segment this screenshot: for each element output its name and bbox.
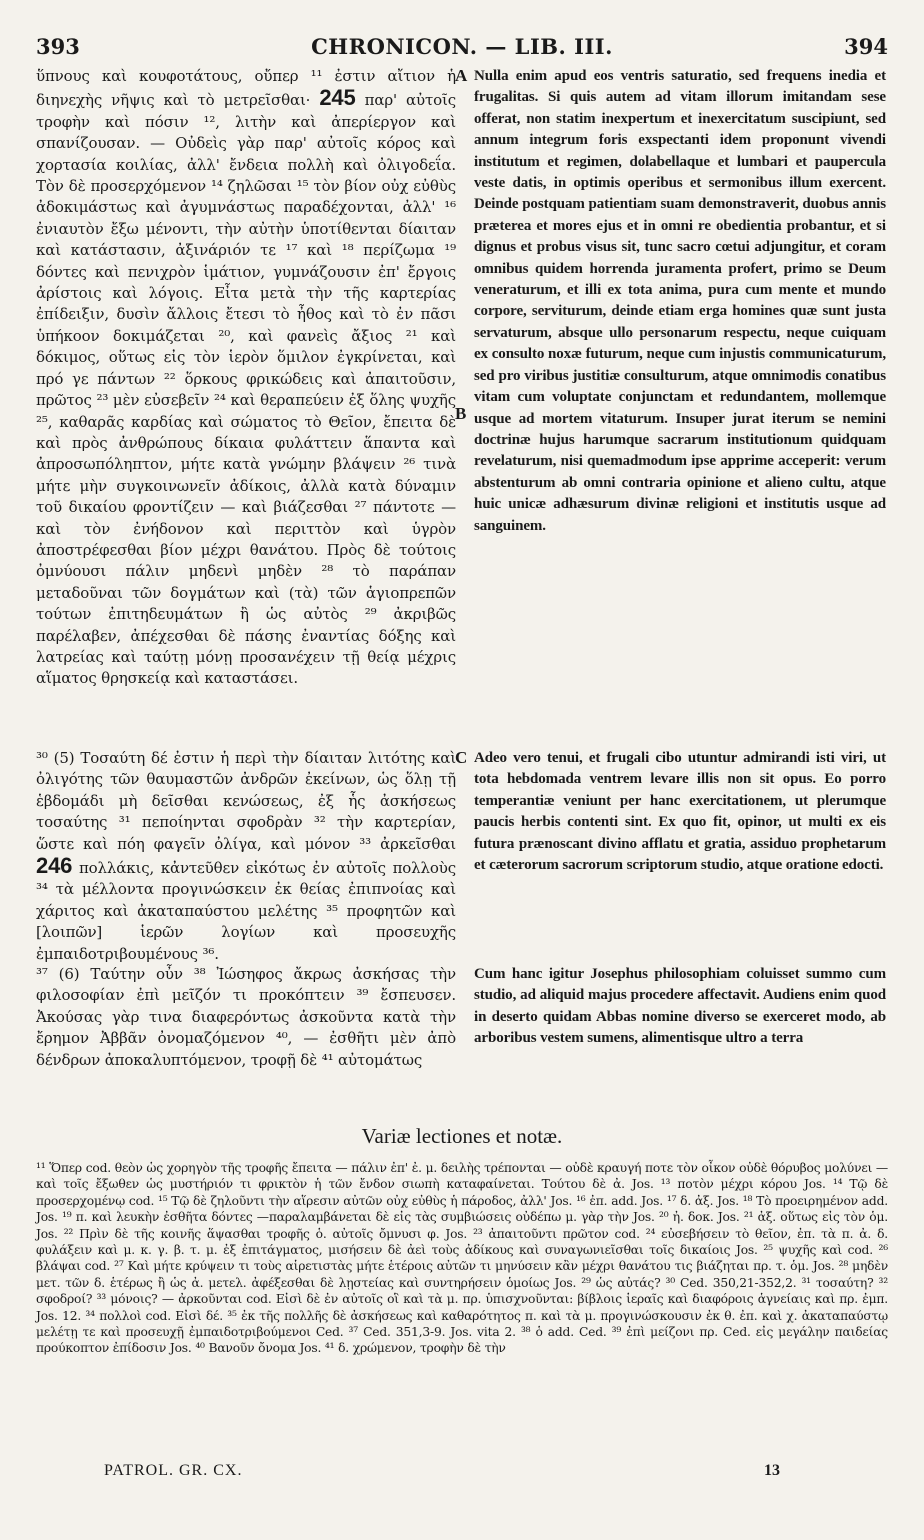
greek-text-2b: πολλάκις, κἀντεῦθεν εἰκότως ἐν αὐτοῖς πολλοὺς ³⁴ τὰ μέλλοντα προγινώσκειν ἐκ θείας ἐπιπνοίας καὶ χάριτος καὶ ἀκαταπαύστου μελέτης ³⁵ προφητῶν καὶ [λοιπῶν] ἱερῶν λογίων καὶ προσευχῆς ἐμπαιδοτριβουμένους ³⁶. [36, 859, 457, 963]
footer-signature: PATROL. GR. CX. [104, 1462, 243, 1479]
page-number-right: 394 [844, 34, 888, 59]
column-number-245: 245 [319, 85, 356, 111]
greek-paragraph-3: ³⁷ (6) Ταύτην οὖν ³⁸ Ἰώσηφος ἄκρως ἀσκήσας τὴν φιλοσοφίαν ἐπὶ μεῖζόν τι προκόπτειν ³⁹ ἔσπευσεν. Ἀκούσας γὰρ τινα διαφερόντως ἀσκοῦντα κατὰ τὴν ἔρημον Ἀββᾶν ὀνομαζόμενον ⁴⁰, — ἐσθῆτι μὲν ἀπὸ δένδρων ἀποκαλυπτόμενον, τροφῇ δὲ ⁴¹ αὐτομάτως [36, 965, 456, 1069]
latin-paragraph-3: Cum hanc igitur Josephus philosophiam coluisset summo cum studio, ad aliquid majus procedere affectavit. Audiens enim quod in deserto quidam Abbas nomine diverso se exerceret modo, ab arboribus vestem sumens, alimentisque ultro a terra [474, 966, 886, 1047]
greek-text-1b: παρ' αὐτοῖς τροφὴν καὶ πόσιν ¹², λιτὴν καὶ ἀπερίεργον καὶ σπανίζουσαν. — Οὐδεὶς γὰρ παρ' αὐτοῖς κόρος καὶ χορτασία κοιλίας, ἀλλ' ἔνδεια πολλὴ καὶ ὀλιγοδεΐα. Τὸν δὲ προσερχόμενον ¹⁴ ζηλῶσαι ¹⁵ τὸν βίον οὐχ εὐθὺς ἀδοκιμάστως καὶ ἀγυμνάστως παραδέχονται, ἀλλ' ¹⁶ ἐνιαυτὸν ἔξω μένοντι, τὴν αὐτὴν ὑποτίθενται δίαιταν καὶ κατάστασιν, ἀξινάριόν τε ¹⁷ καὶ ¹⁸ περίζωμα ¹⁹ δόντες καὶ πενιχρὸν ἱμάτιον, γυμνάζουσιν ἐπ' ἔργοις ἀρίστοις καὶ λόγοις. Εἶτα μετὰ τὴν τῆς καρτερίας ἐπίδειξιν, δυσὶν ἄλλοις ἔτεσι τὸ ἦθος καὶ τὸ ἐν πᾶσι ὑπήκοον δοκιμάζεται ²⁰, καὶ φανεὶς ἄξιος ²¹ καὶ δόκιμος, οὕτως εἰς τὸν ἱερὸν ὅμιλον ἐγκρίνεται, καὶ πρό γε πάντων ²² ὅρκους φρικώδεις καὶ ἀπαιτοῦσιν, πρῶτος ²³ μὲν εὐσεβεῖν ²⁴ καὶ θεραπεύειν ἐξ ὅλης ψυχῆς ²⁵, καθαρᾶς καρδίας καὶ σώματος τὸ Θεῖον, ἔπειτα δὲ καὶ πρὸς ἀνθρώπους δίκαια φυλάττειν ἅπαντα καὶ ἀπροσωπόληπτον, μήτε κατὰ γνώμην βλάψειν ²⁶ τινὰ μήτε μὴν συγκοινωνεῖν ἀδίκοις, ἀλλὰ κατὰ δύναμιν τοῦ δικαίου φροντίζειν — καὶ βιάζεσθαι ²⁷ πάντοτε — καὶ τὸν ἐνήδονον καὶ περιττὸν καὶ ὑγρὸν ἀποστρέφεσθαι βίον μέχρι θανάτου. Πρὸς δὲ τούτοις ὀμνύουσι πάλιν μηδενὶ μηδὲν ²⁸ τὸ παράπαν μεταδοῦναι τῶν δογμάτων καὶ (τὰ) τῶν ἁγιοπρεπῶν τούτων ἐπιτηδευμάτων ἢ ὡς αὐτὸς ²⁹ ἀκριβῶς παρέλαβεν, ἀπέχεσθαι δὲ πάσης ἐναντίας δόξης καὶ λατρείας καὶ ταύτῃ μόνῃ προσανέχειν τῇ θείᾳ μέχρις αἵματος θρησκείᾳ καὶ καταστάσει. [36, 91, 456, 688]
greek-column-section-2 [36, 748, 456, 965]
notes-heading: Variæ lectiones et notæ. [361, 1124, 563, 1148]
latin-column-section-2 [474, 748, 886, 876]
margin-letter-a: A [455, 66, 468, 85]
latin-column-section-3 [474, 964, 886, 1050]
margin-letter-c: C [455, 748, 468, 767]
greek-paragraph-2 [36, 748, 456, 965]
greek-text-2a: ³⁰ (5) Τοσαύτη δέ ἐστιν ἡ περὶ τὴν δίαιταν λιτότης καὶ ὀλιγότης τῶν θαυμαστῶν ἀνδρῶν ἐκείνων, ὡς ὅλῃ τῇ ἑβδομάδι μὴ δεῖσθαι κενώσεως, ἐξ ἧς ἀσκήσεως τοσαύτης ³¹ πεποίηνται σφοδρὰν ³² τὴν καρτερίαν, ὥστε καὶ πόη φαγεῖν ὀλίγα, καὶ μόνον ³³ ἀρκεῖσθαι [36, 749, 456, 853]
greek-column-section-3 [36, 964, 456, 1071]
footer-sheet-number: 13 [764, 1462, 780, 1479]
greek-column-section-1 [36, 66, 456, 690]
running-header [36, 34, 888, 62]
notes-text: ¹¹ Ὅπερ cod. θεὸν ὡς χορηγὸν τῆς τροφῆς ἔπειτα — πάλιν ἐπ' ἐ. μ. δειλὴς τρέπονται — οὐδὲ κραυγή ποτε τὸν οἶκον οὐδὲ θόρυβος μολύνει — καὶ τοῖς ἔξωθεν ὡς μυστήριόν τι φρικτὸν ἡ τῶν ἔνδον σιωπὴ καταφαίνεται. Τούτου δὲ ἀ. Jos. ¹³ ποτὸν μέχρι κόρου Jos. ¹⁴ Τῷ δὲ προσερχομένῳ cod. ¹⁵ Τῷ δὲ ζηλοῦντι τὴν αἵρεσιν αὐτῶν οὐχ εὐθὺς ἡ πάροδος, ἀλλ' Jos. ¹⁶ ἐπ. add. Jos. ¹⁷ δ. ἀξ. Jos. ¹⁸ Τὸ προειρημένον add. Jos. ¹⁹ π. καὶ λευκὴν ἐσθῆτα δόντες —παραλαμβάνεται δὲ εἰς τὰς συμβιώσεις οὐδέπω μ. γὰρ τὴν Jos. ²⁰ ἠ. δοκ. Jos. ²¹ ἀξ. οὕτως εἰς τὸν ὁμ. Jos. ²² Πρὶν δὲ τῆς κοινῆς ἅψασθαι τροφῆς ὁ. αὐτοῖς ὄμνυσι φ. Jos. ²³ ἀπαιτοῦντι πρῶτον cod. ²⁴ εὐσεβήσειν τὸ θεῖον, ἐπ. τὰ π. ἀ. δ. φυλάξειν καὶ μ. κ. γ. β. τ. μ. ἐξ ἐπιτάγματος, μισήσειν δὲ ἀεὶ τοὺς ἀδίκους καὶ συναγωνιεῖσθαι τοῖς δικαίοις Jos. ²⁵ ψυχῆς καὶ cod. ²⁶ βλάψαι cod. ²⁷ Καὶ μήτε κρύψειν τι τοὺς αἱρετιστὰς μήτε ἑτέροις αὐτῶν τι μηνύσειν κἂν μέχρι θανάτου τις βιάζηται πρ. τ. ὁμ. Jos. ²⁸ μηδὲν μετ. τῶν δ. ἑτέρως ἢ ὡς ἀ. μετελ. ἀφέξεσθαι δὲ λῃστείας καὶ συντηρήσειν ὁμοίως Jos. ²⁹ ὡς αὐτάς? ³⁰ Ced. 350,21-352,2. ³¹ τοσαύτη? ³² σφοδροί? ³³ μόνοις? — ἀρκοῦνται cod. Εἰσὶ δὲ ἐν αὐτοῖς οἳ καὶ τὰ μ. πρ. ὑπισχνοῦνται: βίβλοις ἱεραῖς καὶ διαφόροις ἁγνείαις καὶ πρ. ἐμπ. Jos. 12. ³⁴ πολλοὶ cod. Εἰσὶ δέ. ³⁵ ἐκ τῆς πολλῆς δὲ ἀσκήσεως καὶ καθαρότητος π. καὶ τὰ μ. προγινώσκουσιν ἐκ θ. ἐπ. καὶ χ. ἀκαταπαύστῳ μελέτῃ τε καὶ προσευχῇ ἐμπαιδοτριβούμενοι Ced. ³⁷ Ced. 351,3-9. Jos. vita 2. ³⁸ ὁ add. Ced. ³⁹ ἐπὶ μείζονι πρ. Ced. εἰς μεγάλην παιδείας προύκοπτον ἐπίδοσιν Jos. ⁴⁰ Βανοῦν ὄνομα Jos. ⁴¹ δ. χρώμενον, τροφὴν δὲ τὴν [36, 1161, 888, 1356]
running-title: CHRONICON. — LIB. III. [311, 34, 613, 59]
page-number-left: 393 [36, 34, 80, 59]
greek-paragraph-1 [36, 66, 456, 690]
greek-text-1a: ὕπνους καὶ κουφοτάτους, οὔπερ ¹¹ ἐστιν αἴτιον ἡ διηνεχὴς νῆψις καὶ τὸ μετρεῖσθαι· [36, 67, 456, 110]
latin-column-section-1 [474, 66, 886, 537]
latin-paragraph-2: Adeo vero tenui, et frugali cibo utuntur admirandi isti viri, ut tota hebdomada ventrem levare illis non sit opus. Eo porro temperantiæ veniunt per hanc exercitationem, ut plerumque paucis herbis contenti sint. Ex quo fit, opinor, ut multi ex eis futura prænoscant divino afflatu et gratia, assiduo prophetarum et cæterorum sacrorum scriptorum studio, atque oratione edocti. [474, 750, 886, 874]
column-number-246: 246 [36, 853, 73, 879]
margin-letter-b: B [455, 404, 467, 423]
variant-readings-notes [36, 1160, 888, 1357]
latin-paragraph-1: Nulla enim apud eos ventris saturatio, sed frequens inedia et frugalitas. Si quis autem ad vitam illorum imitandam sese offerat, non statim inexpertum et inexercitatum suscipiunt, sed annum integrum foris exspectanti idem proponunt vivendi institutum et regimen, dolabellaque et lumbari et paupercula veste datis, in optimis operibus et sermonibus illum exercent. Deinde postquam patientiam suam demonstraverit, duobus annis præterea et mores ejus et in omni re obedientia probantur, et si dignus et probus visus sit, tunc sacro cœtui adjungitur, et coram omnibus quidem horrenda juramenta profert, primo se Deum veneraturum, et illi ex tota anima, pura cum mente et mundo corpore, serviturum, deinde etiam erga homines quæ sunt justa servaturum, absque ullo personarum respectu, neque cuiquam ex consulto noxæ futurum, neque cum injustis communicaturum, sed pro viribus justitiæ consulturum, atque omnimodis conatibus vitam cum voluptate conjunctam et redundantem, mollemque usque ad mortem vitaturum. Insuper jurat iterum se nemini doctrinæ hujus harumque sacrarum institutionum quidquam revelaturum, nisi quemadmodum ipse apprime acceperit: verum abstenturum ab omni contraria opinione et alieno cultu, atque huic unicæ adhæsurum divinæ religioni et institutis usque ad sanguinem. [474, 68, 886, 534]
